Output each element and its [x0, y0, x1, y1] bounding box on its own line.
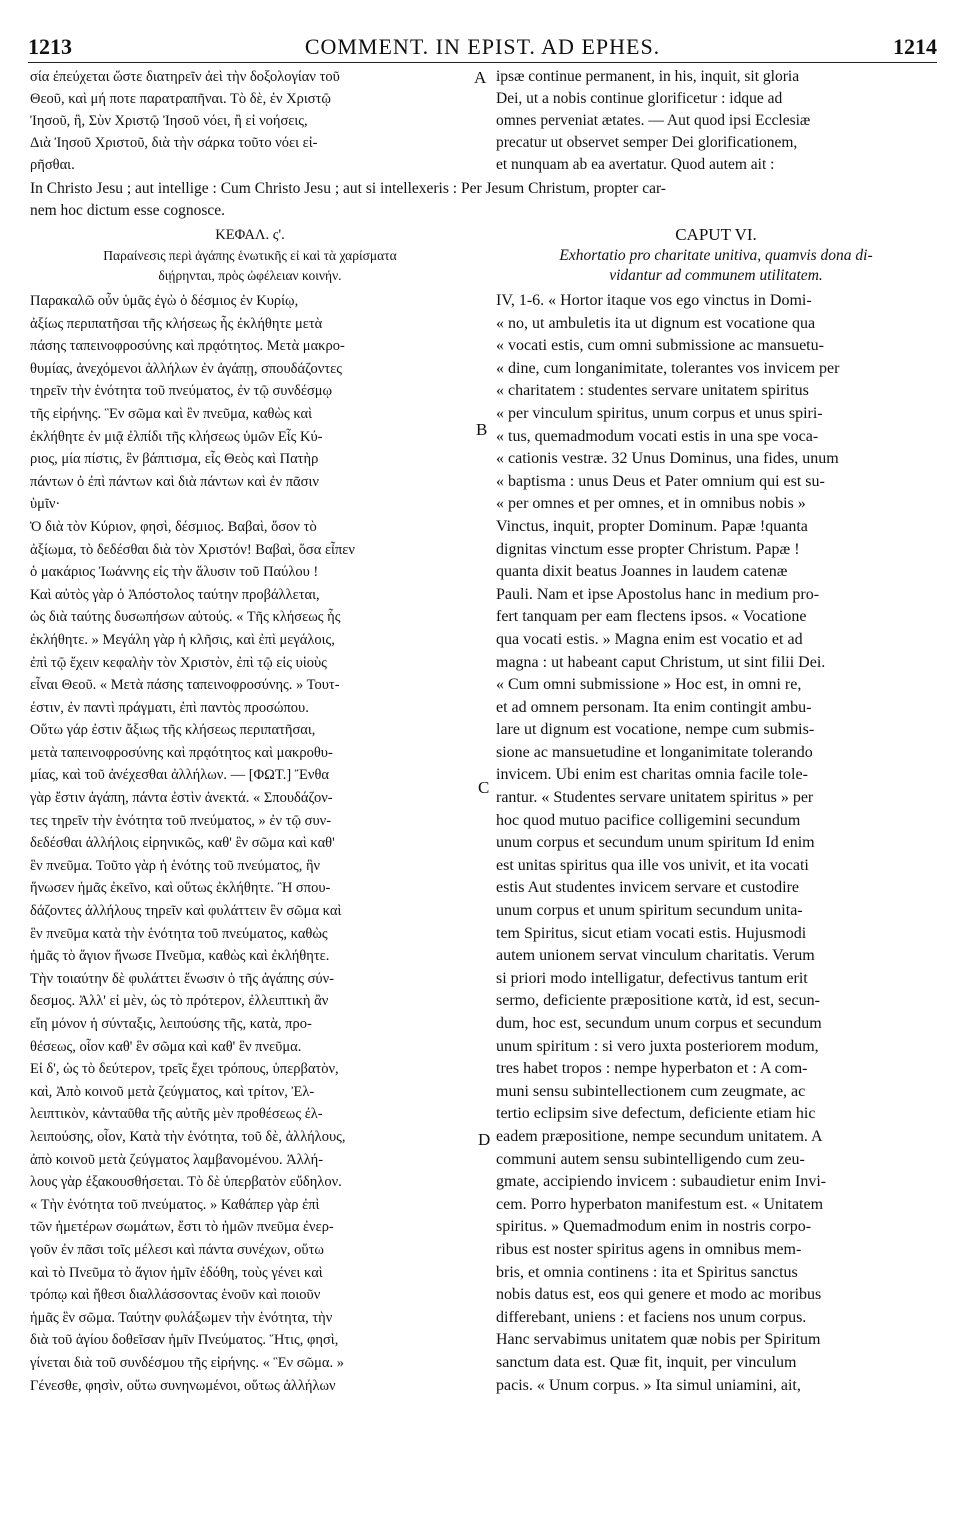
greek-body-column [30, 290, 470, 1397]
greek-text-line: τρόπῳ καὶ ἤθεσι διαλλάσσοντας ἑνοῦν καὶ ποιοῦν [30, 1287, 321, 1304]
latin-text-line: si priori modo intelligatur, defectivus tantum erit [496, 969, 808, 987]
greek-text-line: θέσεως, οἷον καθ' ἓν σῶμα καὶ καθ' ἓν πνεῦμα. [30, 1038, 302, 1055]
latin-text-line: Dei, ut a nobis continue glorificetur : idque ad [496, 90, 783, 107]
greek-text-line: λους γὰρ ἐξακουσθήσεται. Τὸ δὲ ὑπερβατὸν εὔδηλον. [30, 1174, 342, 1191]
greek-text-line: τῶν ἡμετέρων σωμάτων, ἔστι τὸ ἡμῶν πνεῦμα ἐνερ- [30, 1219, 334, 1236]
greek-text-line: τηρεῖν τὴν ἑνότητα τοῦ πνεύματος, ἐν τῷ συνδέσμῳ [30, 383, 333, 400]
latin-text-line: eadem præpositione, nempe secundum unitatem. A [496, 1127, 823, 1145]
latin-text-line: sanctum data est. Quæ fit, inquit, per vinculum [496, 1353, 797, 1371]
latin-text-line: cem. Porro hyperbaton manifestum est. « Unitatem [496, 1195, 824, 1213]
greek-text-line: ἀπὸ κοινοῦ μετὰ ζεύγματος λαμβανομένου. Ἀλλή- [30, 1151, 324, 1168]
greek-text-line: ἥνωσεν ἡμᾶς ἐκεῖνο, καὶ οὕτως ἐκλήθητε. Ἢ σπου- [30, 880, 331, 897]
greek-text-line: θυμίας, ἀνεχόμενοι ἀλλήλων ἐν ἀγάπῃ, σπουδάζοντες [30, 360, 343, 377]
margin-letter-b: B [476, 420, 488, 439]
latin-text-line: « Cum omni submissione » Hoc est, in omni re, [496, 676, 802, 694]
latin-body-column [496, 290, 936, 1397]
greek-text-line: καὶ τὸ Πνεῦμα τὸ ἅγιον ἡμῖν ἐδόθη, τοὺς γένει καὶ [30, 1264, 323, 1281]
latin-text-line: magna : ut habeant caput Christum, ut sint filii Dei. [496, 653, 826, 671]
full-width-text [30, 178, 935, 222]
greek-subtitle-line: διῄρηνται, πρὸς ὠφέλειαν κοινήν. [158, 268, 342, 283]
latin-text-line: gmate, accipiendo invicem : subaudietur enim Invi- [496, 1173, 827, 1191]
margin-letter-c: C [478, 778, 490, 797]
greek-text-line: γίνεται διὰ τοῦ συνδέσμου τῆς εἰρήνης. « Ἓν σῶμα. » [30, 1354, 344, 1371]
greek-text-line: « Τὴν ἑνότητα τοῦ πνεύματος. » Καθάπερ γὰρ ἐπὶ [30, 1196, 320, 1213]
latin-text-line: sermo, deficiente præpositione κατὰ, id est, secun- [496, 992, 820, 1010]
greek-text-line: γὰρ ἔστιν ἀγάπη, πάντα ἐστὶν ἀνεκτά. « Σπουδάζον- [30, 790, 333, 807]
running-header [28, 34, 937, 60]
top-latin-column [496, 66, 936, 176]
latin-text-line: rantur. « Studentes servare unitatem spiritus » per [496, 789, 814, 807]
latin-text-line: « tus, quemadmodum vocati estis in una spe voca- [496, 427, 819, 445]
greek-text-line: ἡμᾶς ἓν σῶμα. Ταύτην φυλάξωμεν τὴν ἑνότητα, τὴν [30, 1309, 333, 1326]
latin-text-line: nobis datus est, eos qui genere et modo ac moribus [496, 1286, 822, 1304]
greek-text-line: ἀξίως περιπατῆσαι τῆς κλήσεως ἧς ἐκλήθητε μετὰ [30, 315, 323, 332]
greek-text-line: δάζοντες ἀλλήλους τηρεῖν καὶ φυλάττειν ἓν σῶμα καὶ [30, 903, 342, 920]
left-page-number: 1213 [28, 34, 72, 59]
greek-text-line: σία ἐπεύχεται ὥστε διατηρεῖν ἀεὶ τὴν δοξολογίαν τοῦ [30, 69, 340, 85]
greek-text-line: δεσμος. Ἀλλ' εἰ μὲν, ὡς τὸ πρότερον, ἐλλειπτικὴ ἂν [30, 993, 329, 1010]
greek-text-line: ἐκλήθητε. » Μεγάλη γὰρ ἡ κλῆσις, καὶ ἐπὶ μεγάλοις, [30, 631, 335, 648]
margin-letter-a: A [474, 68, 487, 87]
greek-text-line: τῆς εἰρήνης. Ἓν σῶμα καὶ ἓν πνεῦμα, καθὼς καὶ [30, 405, 313, 422]
greek-subtitle-line: Παραίνεσις περὶ ἀγάπης ἑνωτικῆς εἰ καὶ τὰ χαρίσματα [103, 248, 397, 263]
greek-text-line: τες τηρεῖν τὴν ἑνότητα τοῦ πνεύματος, » ἐν τῷ συν- [30, 812, 332, 829]
latin-text-line: tem Spiritus, sicut etiam vocati estis. Hujusmodi [496, 924, 807, 942]
latin-text-line: et ad omnem personam. Ita enim contingit ambu- [496, 698, 812, 716]
latin-text-line: autem unionem servat vinculum charitatis. Verum [496, 947, 815, 965]
latin-text-line: unum corpus et secundum unum spiritum Id enim [496, 834, 815, 852]
greek-text-line: λειπτικὸν, κἀνταῦθα τῆς αὐτῆς μὲν προθέσεως ἐλ- [30, 1106, 323, 1123]
greek-text-line: εἶναι Θεοῦ. « Μετὰ πάσης ταπεινοφροσύνης. » Τουτ- [30, 677, 340, 694]
full-width-text-line: In Christo Jesu ; aut intellige : Cum Christo Jesu ; aut si intellexeris : Per Jesum Christum, propter car- [30, 180, 666, 197]
latin-text-line: fert tanquam per eam flectens ipsos. « Vocatione [496, 608, 807, 626]
top-greek-column [30, 66, 470, 176]
greek-text-line: λειπούσης, οἷον, Κατὰ τὴν ἑνότητα, τοῦ δὲ, ἀλλήλους, [30, 1128, 346, 1145]
margin-letter-d: D [478, 1130, 491, 1149]
latin-text-line: Vinctus, inquit, propter Dominum. Papæ !quanta [496, 517, 808, 535]
latin-text-line: qua vocati estis. » Magna enim est vocatio et ad [496, 630, 803, 648]
greek-text-line: μίας, καὶ τοῦ ἀνέχεσθαι ἀλλήλων. — [ΦΩΤ.] Ἔνθα [30, 767, 329, 784]
greek-text-line: Οὕτω γάρ ἐστιν ἄξιως τῆς κλήσεως περιπατῆσαι, [30, 722, 316, 739]
greek-text-line: Καὶ αὐτὸς γὰρ ὁ Ἀπόστολος ταύτην προβάλλεται, [30, 586, 320, 603]
latin-text-line: « charitatem : studentes servare unitatem spiritus [496, 382, 809, 400]
latin-text-line: tertio eclipsim sive defectum, deficiente etiam hic [496, 1105, 816, 1123]
latin-text-line: ribus est noster spiritus agens in omnibus mem- [496, 1240, 802, 1258]
latin-text-line: unum corpus et unum spiritum secundum unita- [496, 902, 803, 920]
latin-text-line: estis Aut studentes invicem servare et custodire [496, 879, 800, 897]
latin-text-line: spiritus. » Quemadmodum enim in nostris corpo- [496, 1218, 812, 1236]
latin-text-line: pacis. « Unum corpus. » Ita simul uniamini, ait, [496, 1376, 801, 1394]
latin-text-line: muni sensu subintellectionem cum zeugmate, ac [496, 1082, 806, 1100]
latin-text-line: ipsæ continue permanent, in his, inquit, sit gloria [496, 68, 800, 85]
latin-text-line: differebant, uniens : et faciens nos unum corpus. [496, 1308, 807, 1326]
latin-text-line: « per vinculum spiritus, unum corpus et unus spiri- [496, 404, 823, 422]
latin-text-line: « no, ut ambuletis ita ut dignum est vocatione qua [496, 314, 816, 332]
greek-text-line: Θεοῦ, καὶ μή ποτε παρατραπῆναι. Τὸ δὲ, ἐν Χριστῷ [30, 91, 331, 107]
greek-text-line: Γένεσθε, φησὶν, οὕτω συνηνωμένοι, οὕτως ἀλλήλων [30, 1377, 336, 1394]
latin-text-line: sione ac mansuetudine et longanimitate tolerando [496, 743, 813, 761]
latin-text-line: est unitas spiritus qua ille vos univit, et ita vocati [496, 856, 809, 874]
latin-text-line: omnes perveniat ætates. — Aut quod ipsi Ecclesiæ [496, 112, 811, 129]
greek-text-line: πάντων ὁ ἐπὶ πάντων καὶ διὰ πάντων καὶ ἐν πᾶσιν [30, 473, 319, 490]
latin-text-line: quanta dixit beatus Joannes in laudem catenæ [496, 563, 788, 581]
latin-heading-text: CAPUT VI. [675, 225, 757, 244]
greek-text-line: γοῦν ἐν πᾶσι τοῖς μέλεσι καὶ πάντα συνέχων, οὕτω [30, 1241, 324, 1258]
latin-text-line: tres habet tropos : nempe hyperbaton et : A com- [496, 1060, 808, 1078]
latin-text-line: Pauli. Nam et ipse Apostolus hanc in medium pro- [496, 585, 820, 603]
latin-text-line: bris, et omnia continens : ita et Spiritus sanctus [496, 1263, 798, 1281]
greek-text-line: δεδέσθαι ἀλλήλοις εἰρηνικῶς, καθ' ἓν σῶμα καὶ καθ' [30, 835, 335, 852]
greek-chapter-heading [30, 224, 470, 246]
greek-text-line: ἓν πνεῦμα. Τοῦτο γὰρ ἡ ἑνότης τοῦ πνεύματος, ἣν [30, 857, 321, 874]
greek-text-line: Εἰ δ', ὡς τὸ δεύτερον, τρεῖς ἔχει τρόπους, ὑπερβατὸν, [30, 1061, 339, 1078]
greek-text-line: ἀξίωμα, τὸ δεδέσθαι διὰ τὸν Χριστόν! Βαβαὶ, ὅσα εἶπεν [30, 541, 355, 558]
greek-text-line: Παρακαλῶ οὖν ὑμᾶς ἐγὼ ὁ δέσμιος ἐν Κυρίῳ, [30, 293, 299, 309]
latin-subtitle-line: vidantur ad communem utilitatem. [609, 267, 823, 284]
greek-text-line: πάσης ταπεινοφροσύνης καὶ πρᾳότητος. Μετὰ μακρο- [30, 338, 345, 355]
greek-text-line: ὡς διὰ ταύτης δυσωπήσων αὐτούς. « Τῆς κλήσεως ἧς [30, 609, 341, 626]
greek-text-line: καὶ, Ἀπὸ κοινοῦ μετὰ ζεύγματος, καὶ τρίτον, Ἐλ- [30, 1083, 315, 1100]
latin-chapter-subtitle [496, 246, 936, 286]
latin-text-line: dignitas vinctum esse propter Christum. Papæ ! [496, 540, 800, 558]
greek-text-line: ρῆσθαι. [30, 157, 75, 173]
latin-text-line: « vocati estis, cum omni submissione ac mansuetu- [496, 337, 824, 355]
latin-text-line: « cationis vestræ. 32 Unus Dominus, una fides, unum [496, 450, 839, 468]
greek-heading-text: ΚΕΦΑΛ. ς'. [215, 227, 285, 243]
latin-text-line: unum spiritum : si vero juxta posteriorem modum, [496, 1037, 819, 1055]
right-page-number: 1214 [893, 34, 937, 59]
greek-text-line: ἡμᾶς τὸ ἅγιον ἥνωσε Πνεῦμα, καθὼς καὶ ἐκλήθητε. [30, 948, 330, 965]
latin-text-line: dum, hoc est, secundum unum corpus et secundum [496, 1015, 822, 1032]
greek-text-line: εἴη μόνον ἡ σύνταξις, λειπούσης τῆς, κατὰ, προ- [30, 1016, 312, 1032]
latin-text-line: IV, 1-6. « Hortor itaque vos ego vinctus in Domi- [496, 292, 812, 309]
latin-text-line: lare ut dignum est vocatione, nempe cum submis- [496, 721, 815, 739]
greek-text-line: ριος, μία πίστις, ἓν βάπτισμα, εἷς Θεὸς καὶ Πατὴρ [30, 451, 319, 468]
greek-text-line: ἐκλήθητε ἐν μιᾷ ἐλπίδι τῆς κλήσεως ὑμῶν Εἷς Κύ- [30, 428, 323, 445]
latin-text-line: « dine, cum longanimitate, tolerantes vos invicem per [496, 359, 840, 377]
greek-text-line: Τὴν τοιαύτην δὲ φυλάττει ἕνωσιν ὁ τῆς ἀγάπης σύν- [30, 970, 334, 987]
latin-text-line: precatur ut observet semper Dei glorificationem, [496, 134, 798, 151]
latin-text-line: « per omnes et per omnes, et in omnibus nobis » [496, 495, 806, 513]
greek-text-line: διὰ τοῦ ἁγίου δοθεῖσαν ἡμῖν Πνεύματος. Ἥτις, φησὶ, [30, 1332, 339, 1349]
latin-text-line: invicem. Ubi enim est charitas omnia facile tole- [496, 766, 808, 784]
running-title: COMMENT. IN EPIST. AD EPHES. [304, 34, 661, 59]
latin-text-line: « baptisma : unus Deus et Pater omnium qui est su- [496, 472, 825, 490]
latin-chapter-heading [496, 224, 936, 246]
greek-text-line: ἓν πνεῦμα κατὰ τὴν ἑνότητα τοῦ πνεύματος, καθὼς [30, 925, 328, 942]
greek-text-line: Ἰησοῦ, ἢ, Σὺν Χριστῷ Ἰησοῦ νόει, ἢ εἰ νοήσεις, [30, 113, 308, 129]
full-width-text-line: nem hoc dictum esse cognosce. [30, 202, 225, 219]
greek-text-line: Ὁ διὰ τὸν Κύριον, φησὶ, δέσμιος. Βαβαὶ, ὅσον τὸ [30, 518, 317, 535]
latin-subtitle-line: Exhortatio pro charitate unitiva, quamvis dona di- [559, 247, 873, 264]
header-rule [28, 62, 937, 63]
latin-text-line: hoc quod mutuo pacifice colligemini secundum [496, 811, 801, 829]
greek-chapter-subtitle [30, 246, 470, 286]
greek-text-line: μετὰ ταπεινοφροσύνης καὶ πρᾳότητος καὶ μακροθυ- [30, 744, 333, 761]
latin-text-line: Hanc servabimus unitatem quæ nobis per Spiritum [496, 1331, 821, 1349]
greek-text-line: έστιν, ἐν παντὶ πράγματι, ἐπὶ παντὸς προσώπου. [30, 699, 309, 716]
latin-text-line: communi autem sensu subintelligendo cum zeu- [496, 1150, 805, 1168]
greek-text-line: ἐπὶ τῷ ἔχειν κεφαλὴν τὸν Χριστὸν, ἐπὶ τῷ εἰς υἱοὺς [30, 654, 327, 671]
greek-text-line: Διὰ Ἰησοῦ Χριστοῦ, διὰ τὴν σάρκα τοῦτο νόει εἰ- [30, 135, 318, 151]
greek-text-line: ὑμῖν· [30, 496, 61, 513]
latin-text-line: et nunquam ab ea avertatur. Quod autem ait : [496, 156, 775, 173]
greek-text-line: ὁ μακάριος Ἰωάννης εἰς τὴν ἅλυσιν τοῦ Παύλου ! [30, 564, 319, 581]
